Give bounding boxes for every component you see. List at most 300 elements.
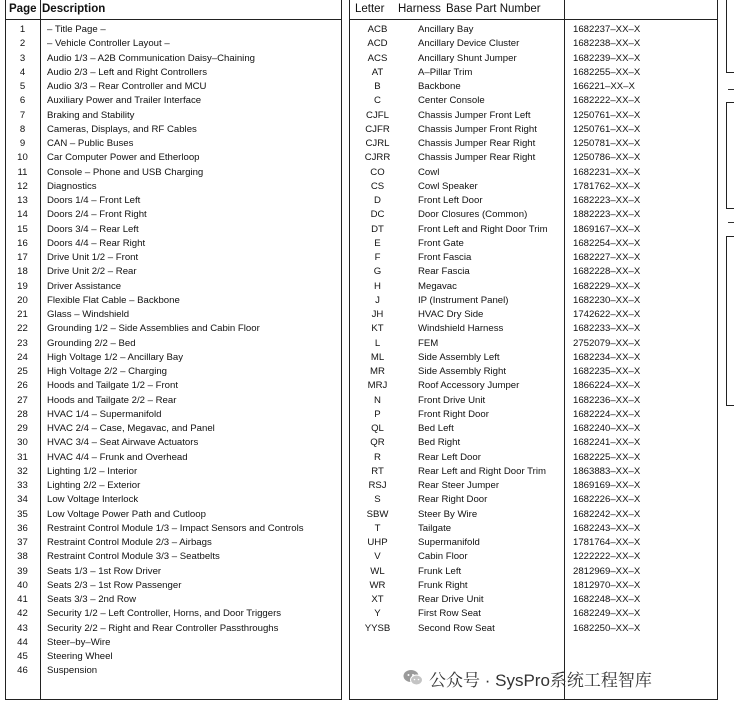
table-row: [350, 280, 717, 294]
table-row: [6, 294, 341, 308]
page-description: Seats 2/3 – 1st Row Passenger: [47, 579, 182, 591]
base-part-number: 1682224–XX–X: [573, 408, 641, 420]
page-number: 28: [17, 408, 28, 420]
clipped-panel: [726, 236, 734, 406]
table-row: [6, 137, 341, 151]
table-row: [6, 536, 341, 550]
table-row: [350, 451, 717, 465]
harness-table: [349, 0, 718, 700]
table-row: [350, 351, 717, 365]
harness-name: Front Drive Unit: [418, 394, 486, 406]
base-part-number: 1222222–XX–X: [573, 551, 641, 563]
page-description: Audio 3/3 – Rear Controller and MCU: [47, 81, 207, 92]
page-number: 4: [19, 66, 26, 78]
harness-name: HVAC Dry Side: [418, 309, 484, 320]
table-row: [350, 522, 717, 536]
base-part-number: 1682238–XX–X: [573, 38, 641, 50]
harness-letter: L: [374, 337, 381, 349]
page-description: High Voltage 2/2 – Charging: [47, 366, 168, 377]
base-part-number: 2752079–XX–X: [573, 337, 641, 349]
table-row: [6, 508, 341, 522]
page-number: 39: [17, 565, 28, 577]
harness-name: Side Assembly Left: [418, 351, 500, 363]
page-number: 9: [19, 138, 26, 149]
table-row: [350, 436, 717, 450]
harness-letter: D: [374, 195, 381, 206]
table-row: [350, 237, 717, 251]
table-row: [350, 508, 717, 522]
page-description: CAN – Public Buses: [47, 138, 134, 149]
page-description: Low Voltage Power Path and Cutloop: [47, 508, 206, 520]
harness-name: Rear Drive Unit: [418, 594, 484, 605]
harness-letter: SBW: [366, 508, 389, 520]
page-description: HVAC 4/4 – Frunk and Overhead: [47, 451, 188, 463]
page-number: 12: [17, 180, 28, 192]
harness-letter: XT: [371, 594, 384, 605]
page-number: 11: [17, 166, 28, 178]
page-number: 33: [17, 480, 28, 491]
harness-letter: WR: [369, 579, 386, 591]
harness-name: Frunk Left: [418, 565, 462, 577]
harness-letter: WL: [370, 565, 385, 577]
page-description: Doors 3/4 – Rear Left: [47, 223, 139, 235]
base-part-number: 1866224–XX–X: [573, 380, 641, 392]
part-number-column-header: Base Part Number: [446, 3, 541, 15]
base-part-number: 1682240–XX–X: [573, 423, 641, 434]
page-description: Grounding 2/2 – Bed: [47, 337, 136, 349]
harness-letter: QR: [370, 437, 385, 449]
page-description: Drive Unit 2/2 – Rear: [47, 266, 137, 278]
harness-letter: CJFL: [366, 109, 389, 121]
base-part-number: 1682250–XX–X: [573, 622, 641, 634]
page-number: 40: [17, 579, 28, 591]
table-row: [350, 151, 717, 165]
harness-letter: QL: [371, 423, 384, 434]
harness-name: Chassis Jumper Front Right: [418, 123, 537, 135]
harness-letter: T: [374, 522, 381, 534]
page-number: 42: [17, 608, 28, 620]
table-row: [350, 208, 717, 222]
table-row: [350, 80, 717, 94]
table-row: [350, 123, 717, 137]
table-row: [6, 194, 341, 208]
page-description: – Title Page –: [47, 24, 106, 35]
table-row: [6, 280, 341, 294]
harness-letter: ML: [370, 351, 385, 363]
page-number: 24: [17, 351, 28, 363]
table-row: [6, 223, 341, 237]
page-number: 20: [17, 294, 28, 306]
wechat-icon: [403, 669, 423, 687]
base-part-number: 1682235–XX–X: [573, 366, 641, 377]
base-part-number: 166221–XX–X: [573, 81, 635, 92]
page-description: Braking and Stability: [47, 109, 135, 121]
table-row: [6, 579, 341, 593]
harness-rows: [350, 23, 717, 636]
table-row: [6, 664, 341, 678]
table-row: [350, 394, 717, 408]
page-description: Low Voltage Interlock: [47, 494, 139, 506]
page-number: 22: [17, 323, 28, 335]
harness-letter: J: [375, 294, 380, 306]
page-number: 6: [19, 95, 26, 107]
page-description: Diagnostics: [47, 180, 97, 192]
base-part-number: 1682255–XX–X: [573, 66, 641, 78]
base-part-number: 1869167–XX–X: [573, 223, 641, 235]
table-row: [6, 636, 341, 650]
table-row: [6, 52, 341, 66]
base-part-number: 1682229–XX–X: [573, 280, 641, 292]
harness-name: Chassis Jumper Rear Right: [418, 152, 536, 164]
page-number: 14: [17, 209, 28, 221]
base-part-number: 1682243–XX–X: [573, 522, 641, 534]
table-row: [350, 109, 717, 123]
base-part-number: 1250781–XX–X: [573, 138, 641, 149]
table-row: [350, 23, 717, 37]
table-row: [6, 80, 341, 94]
page-number: 31: [17, 451, 28, 463]
base-part-number: 1781764–XX–X: [573, 537, 641, 548]
table-row: [350, 593, 717, 607]
page-number: 8: [19, 123, 26, 135]
base-part-number: 1869169–XX–X: [573, 480, 641, 491]
harness-name: Front Left and Right Door Trim: [418, 223, 548, 235]
page-number: 30: [17, 437, 28, 449]
harness-name: Megavac: [418, 280, 457, 292]
harness-letter: DT: [371, 223, 384, 235]
base-part-number: 1250786–XX–X: [573, 152, 641, 164]
page-description: Cameras, Displays, and RF Cables: [47, 123, 197, 135]
page-description: Lighting 1/2 – Interior: [47, 465, 138, 477]
page-description: HVAC 1/4 – Supermanifold: [47, 408, 162, 420]
table-row: [6, 650, 341, 664]
page-description: Doors 2/4 – Front Right: [47, 209, 147, 221]
page-description: Audio 1/3 – A2B Communication Daisy–Chaining: [47, 52, 255, 64]
table-row: [350, 322, 717, 336]
harness-name: A–Pillar Trim: [418, 66, 473, 78]
page-number: 29: [17, 423, 28, 434]
table-row: [6, 208, 341, 222]
harness-letter: JH: [371, 309, 384, 320]
harness-letter: RSJ: [368, 480, 387, 491]
table-row: [350, 251, 717, 265]
page-description: Suspension: [47, 665, 98, 677]
harness-letter: C: [374, 95, 381, 107]
page-description: Lighting 2/2 – Exterior: [47, 480, 141, 491]
harness-name: Rear Right Door: [418, 494, 488, 506]
harness-letter: Y: [374, 608, 381, 620]
harness-letter: V: [374, 551, 381, 563]
base-part-number: 1882223–XX–X: [573, 209, 641, 221]
harness-letter: ACB: [367, 24, 388, 35]
page-description: Doors 4/4 – Rear Right: [47, 237, 146, 249]
harness-name: Roof Accessory Jumper: [418, 380, 520, 392]
page-number: 26: [17, 380, 28, 392]
harness-name: Front Gate: [418, 237, 464, 249]
base-part-number: 1682239–XX–X: [573, 52, 641, 64]
header-divider: [350, 19, 717, 20]
harness-letter: DC: [370, 209, 385, 221]
table-row: [350, 565, 717, 579]
base-part-number: 1682223–XX–X: [573, 195, 641, 206]
harness-letter: CJRL: [365, 138, 390, 149]
page-number: 34: [17, 494, 28, 506]
harness-name: Front Fascia: [418, 252, 472, 263]
harness-name: Backbone: [418, 81, 461, 92]
table-row: [350, 194, 717, 208]
page-number: 41: [17, 594, 28, 605]
harness-name: Center Console: [418, 95, 485, 107]
table-row: [350, 422, 717, 436]
harness-letter: B: [374, 81, 381, 92]
base-part-number: 1682231–XX–X: [573, 166, 641, 178]
table-row: [6, 479, 341, 493]
page-description: – Vehicle Controller Layout –: [47, 38, 170, 50]
harness-name: Front Right Door: [418, 408, 489, 420]
harness-letter: KT: [371, 323, 384, 335]
table-row: [6, 251, 341, 265]
base-part-number: 1682225–XX–X: [573, 451, 641, 463]
description-column-header: Description: [42, 3, 106, 15]
table-row: [6, 550, 341, 564]
harness-letter: ACS: [367, 52, 388, 64]
table-row: [350, 265, 717, 279]
base-part-number: 1863883–XX–X: [573, 465, 641, 477]
page-number: 38: [17, 551, 28, 563]
harness-name: Rear Left and Right Door Trim: [418, 465, 546, 477]
harness-name: Front Left Door: [418, 195, 483, 206]
harness-name: First Row Seat: [418, 608, 481, 620]
table-row: [350, 622, 717, 636]
page-description: Security 1/2 – Left Controller, Horns, and Door Triggers: [47, 608, 282, 620]
table-row: [6, 23, 341, 37]
harness-name: Tailgate: [418, 522, 452, 534]
table-row: [6, 394, 341, 408]
page-number: 37: [17, 537, 28, 548]
table-row: [6, 607, 341, 621]
harness-name: Windshield Harness: [418, 323, 504, 335]
harness-letter: P: [374, 408, 381, 420]
table-row: [6, 436, 341, 450]
harness-letter: CJFR: [365, 123, 390, 135]
page-description-table: [5, 0, 342, 700]
page-description: Doors 1/4 – Front Left: [47, 195, 141, 206]
harness-letter: R: [374, 451, 381, 463]
table-row: [6, 622, 341, 636]
page-description: Hoods and Tailgate 1/2 – Front: [47, 380, 179, 392]
table-row: [350, 37, 717, 51]
table-row: [6, 351, 341, 365]
harness-letter: N: [374, 394, 381, 406]
base-part-number: 1682248–XX–X: [573, 594, 641, 605]
harness-name: Cowl Speaker: [418, 180, 478, 192]
base-part-number: 1682233–XX–X: [573, 323, 641, 335]
page-description: Glass – Windshield: [47, 309, 130, 320]
page-number: 19: [17, 280, 28, 292]
page-number: 43: [17, 622, 28, 634]
page-description: Audio 2/3 – Left and Right Controllers: [47, 66, 207, 78]
page-description: HVAC 3/4 – Seat Airwave Actuators: [47, 437, 199, 449]
table-row: [350, 379, 717, 393]
base-part-number: 1781762–XX–X: [573, 180, 641, 192]
page-number: 7: [19, 109, 26, 121]
base-part-number: 1682227–XX–X: [573, 252, 641, 263]
harness-name: FEM: [418, 337, 439, 349]
harness-letter: RT: [371, 465, 384, 477]
letter-column-header: Letter: [355, 3, 385, 15]
table-row: [350, 52, 717, 66]
clipped-mark: [728, 222, 734, 223]
table-row: [6, 308, 341, 322]
table-row: [6, 322, 341, 336]
page-number: 17: [17, 252, 28, 263]
page-rows: [6, 23, 341, 679]
harness-name: Door Closures (Common): [418, 209, 528, 221]
page-number: 21: [17, 309, 28, 320]
harness-name: Bed Left: [418, 423, 454, 434]
page-description: Restraint Control Module 2/3 – Airbags: [47, 537, 212, 548]
page-number: 18: [17, 266, 28, 278]
table-row: [350, 479, 717, 493]
table-row: [6, 37, 341, 51]
base-part-number: 1812970–XX–X: [573, 579, 641, 591]
page-number: 46: [17, 665, 28, 677]
page-number: 10: [17, 152, 28, 164]
table-row: [350, 465, 717, 479]
page-description: Steer–by–Wire: [47, 636, 111, 648]
base-part-number: 1682222–XX–X: [573, 95, 641, 107]
table-row: [6, 465, 341, 479]
harness-letter: H: [374, 280, 381, 292]
harness-letter: CS: [370, 180, 385, 192]
table-row: [350, 223, 717, 237]
harness-name: Side Assembly Right: [418, 366, 506, 377]
header-divider: [6, 19, 341, 20]
table-row: [6, 151, 341, 165]
base-part-number: 1682230–XX–X: [573, 294, 641, 306]
harness-letter: ACD: [367, 38, 388, 50]
watermark-text: 公众号 · SysPro系统工程智库: [429, 670, 652, 690]
harness-name: Cowl: [418, 166, 440, 178]
table-row: [6, 237, 341, 251]
page-description: Flexible Flat Cable – Backbone: [47, 294, 180, 306]
page-description: Driver Assistance: [47, 280, 122, 292]
table-row: [350, 94, 717, 108]
table-row: [6, 123, 341, 137]
table-row: [6, 166, 341, 180]
table-row: [6, 337, 341, 351]
harness-name: Supermanifold: [418, 537, 480, 548]
harness-name: Chassis Jumper Front Left: [418, 109, 531, 121]
page-description: Car Computer Power and Etherloop: [47, 152, 200, 164]
page-description: Auxiliary Power and Trailer Interface: [47, 95, 202, 107]
harness-name: Frunk Right: [418, 579, 468, 591]
page-number: 35: [17, 508, 28, 520]
table-row: [6, 109, 341, 123]
table-row: [6, 522, 341, 536]
page-number: 5: [19, 81, 26, 92]
harness-name: Ancillary Shunt Jumper: [418, 52, 517, 64]
harness-letter: CO: [370, 166, 385, 178]
page-description: Console – Phone and USB Charging: [47, 166, 204, 178]
table-row: [6, 94, 341, 108]
table-row: [350, 137, 717, 151]
table-row: [6, 593, 341, 607]
table-row: [6, 493, 341, 507]
table-row: [350, 308, 717, 322]
clipped-panel: [726, 102, 734, 209]
page-number: 44: [17, 636, 28, 648]
page-description: Hoods and Tailgate 2/2 – Rear: [47, 394, 177, 406]
page-number: 1: [19, 24, 26, 35]
harness-letter: UHP: [367, 537, 388, 548]
base-part-number: 1682241–XX–X: [573, 437, 641, 449]
base-part-number: 1250761–XX–X: [573, 109, 641, 121]
page-description: Seats 1/3 – 1st Row Driver: [47, 565, 162, 577]
table-row: [6, 451, 341, 465]
base-part-number: 1682242–XX–X: [573, 508, 641, 520]
base-part-number: 1682226–XX–X: [573, 494, 641, 506]
page-description: High Voltage 1/2 – Ancillary Bay: [47, 351, 183, 363]
base-part-number: 1742622–XX–X: [573, 309, 641, 320]
table-row: [6, 365, 341, 379]
harness-letter: G: [373, 266, 382, 278]
table-row: [350, 180, 717, 194]
table-row: [350, 607, 717, 621]
table-row: [350, 66, 717, 80]
table-row: [350, 579, 717, 593]
watermark: [403, 667, 652, 689]
page-description: Security 2/2 – Right and Rear Controller Passthroughs: [47, 622, 279, 634]
table-row: [350, 550, 717, 564]
harness-letter: S: [374, 494, 381, 506]
base-part-number: 1682254–XX–X: [573, 237, 641, 249]
table-row: [6, 422, 341, 436]
base-part-number: 1250761–XX–X: [573, 123, 641, 135]
page-number: 25: [17, 366, 28, 377]
harness-name: Steer By Wire: [418, 508, 478, 520]
harness-letter: MRJ: [367, 380, 388, 392]
page-description: Drive Unit 1/2 – Front: [47, 252, 139, 263]
base-part-number: 1682249–XX–X: [573, 608, 641, 620]
page-number: 32: [17, 465, 28, 477]
table-row: [6, 379, 341, 393]
table-row: [6, 66, 341, 80]
page-description: Restraint Control Module 1/3 – Impact Sensors and Controls: [47, 522, 304, 534]
page-column-header: Page: [9, 3, 37, 15]
harness-letter: MR: [370, 366, 385, 377]
page-description: Steering Wheel: [47, 651, 113, 662]
base-part-number: 1682228–XX–X: [573, 266, 641, 278]
harness-name: Ancillary Device Cluster: [418, 38, 520, 50]
harness-letter: AT: [371, 66, 384, 78]
harness-name: Cabin Floor: [418, 551, 468, 563]
page-number: 45: [17, 651, 28, 662]
table-row: [6, 265, 341, 279]
table-row: [350, 337, 717, 351]
harness-letter: YYSB: [364, 622, 391, 634]
harness-letter: CJRR: [364, 152, 391, 164]
harness-letter: F: [374, 252, 381, 263]
page-description: Seats 3/3 – 2nd Row: [47, 594, 137, 605]
page-description: HVAC 2/4 – Case, Megavac, and Panel: [47, 423, 215, 434]
page-number: 15: [17, 223, 28, 235]
base-part-number: 1682236–XX–X: [573, 394, 641, 406]
table-row: [350, 294, 717, 308]
page-number: 3: [19, 52, 26, 64]
page-number: 27: [17, 394, 28, 406]
clipped-panel: [726, 0, 734, 73]
